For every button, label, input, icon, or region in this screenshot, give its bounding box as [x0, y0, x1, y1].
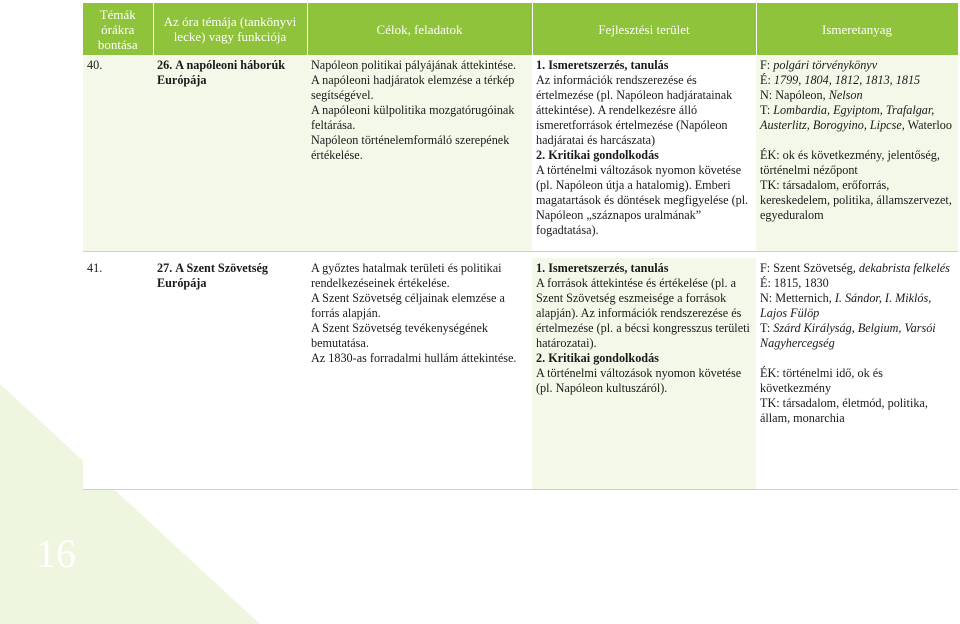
goal-item: Az 1830-as forradalmi hullám áttekintése. [311, 351, 517, 365]
dev-text: A történelmi változások nyomon követése (pl. Napóleon útja a hatalomig). Emberi magatartások és döntések megfigyelése (pl. Napóleon „száznapos uralmának” fogadtatása). [536, 163, 749, 237]
dates-label: É: 1815, 1830 [760, 276, 829, 290]
concepts-label: F: Szent Szövetség, [760, 261, 859, 275]
persons [760, 88, 954, 103]
row-number: 41. [83, 258, 153, 490]
row-knowledge [756, 258, 958, 490]
dev-heading: 1. Ismeretszerzés, tanulás [536, 261, 669, 275]
dates-label: É: [760, 73, 774, 87]
row-goals [307, 55, 532, 252]
places [760, 321, 954, 351]
dev-heading: 1. Ismeretszerzés, tanulás [536, 58, 669, 72]
concepts-items: dekabrista felkelés [858, 261, 950, 275]
goal-item: Napóleon politikai pályájának áttekintése. [311, 58, 517, 72]
dates-items: 1799, 1804, 1812, 1813, 1815 [773, 73, 921, 87]
table-row [83, 55, 958, 252]
key-concepts: ÉK: történelmi idő, ok és következmény [760, 366, 883, 395]
goal-item: A Szent Szövetség tevékenységének bemutatása. [311, 321, 489, 350]
header-hours: Témák órákra bontása [83, 3, 153, 55]
content-concepts: TK: társadalom, életmód, politika, állam, monarchia [760, 396, 928, 425]
header-knowledge: Ismeretanyag [756, 3, 958, 55]
row-number: 40. [83, 55, 153, 252]
persons-label: N: Metternich, [760, 291, 835, 305]
header-topic: Az óra témája (tankönyvi lecke) vagy funkciója [153, 3, 307, 55]
dev-text: A történelmi változások nyomon követése (pl. Napóleon kultuszáról). [536, 366, 742, 395]
table-row [83, 258, 958, 490]
persons-label: N: Napóleon, [760, 88, 829, 102]
concepts [760, 58, 954, 73]
persons-items: I. Sándor, I. Miklós, Lajos Fülöp [760, 291, 932, 320]
dev-text: Az információk rendszerezése és értelmezése (pl. Napóleon hadjáratainak áttekintése). A rendelkezésre álló ismeretforrások értelmezése (Napóleon hadjáratai és harcászata) [536, 73, 733, 147]
header-goals: Célok, feladatok [307, 3, 532, 55]
row-development [532, 258, 756, 490]
dates [760, 276, 954, 291]
persons-items: Nelson [828, 88, 863, 102]
places-items: Szárd Királyság, Belgium, Varsói Nagyhercegség [760, 321, 936, 350]
topic-number: 27. [157, 261, 173, 275]
page-number: 16 [36, 531, 76, 576]
row-knowledge [756, 55, 958, 252]
places-label: T: [760, 103, 774, 117]
places-tail: Waterloo [904, 118, 952, 132]
persons [760, 291, 954, 321]
goal-item: A napóleoni külpolitika mozgatórugóinak feltárása. [311, 103, 515, 132]
dev-heading: 2. Kritikai gondolkodás [536, 351, 659, 365]
topic-number: 26. [157, 58, 173, 72]
content-concepts: TK: társadalom, erőforrás, kereskedelem, politika, államszervezet, egyeduralom [760, 178, 952, 222]
table-header-row [83, 3, 958, 55]
lesson-plan-table [83, 3, 959, 490]
goal-item: Napóleon történelemformáló szerepének értékelése. [311, 133, 510, 162]
concepts [760, 261, 954, 276]
key-concepts: ÉK: ok és következmény, jelentőség, történelmi nézőpont [760, 148, 940, 177]
places [760, 103, 954, 133]
header-development: Fejlesztési terület [532, 3, 756, 55]
row-topic [153, 258, 307, 490]
dev-heading: 2. Kritikai gondolkodás [536, 148, 659, 162]
goal-item: A győztes hatalmak területi és politikai rendelkezéseinek értékelése. [311, 261, 502, 290]
places-items: Lombardia, Egyiptom, Trafalgar, Austerlitz, Borogyino, Lipcse, [760, 103, 935, 132]
goal-item: A Szent Szövetség céljainak elemzése a forrás alapján. [311, 291, 505, 320]
row-goals [307, 258, 532, 490]
topic-title: A Szent Szövetség Európája [157, 261, 269, 290]
goal-item: A napóleoni hadjáratok elemzése a térkép segítségével. [311, 73, 515, 102]
row-development [532, 55, 756, 252]
places-label: T: [760, 321, 774, 335]
concepts-label: F: [760, 58, 774, 72]
row-topic [153, 55, 307, 252]
topic-title: A napóleoni háborúk Európája [157, 58, 286, 87]
dev-text: A források áttekintése és értékelése (pl. a Szent Szövetség eszmeisége a források alapján). Az információk rendszerezése és értelmezése (pl. a bécsi kongresszus területi határozatai). [536, 276, 750, 350]
dates [760, 73, 954, 88]
concepts-items: polgári törvénykönyv [773, 58, 878, 72]
